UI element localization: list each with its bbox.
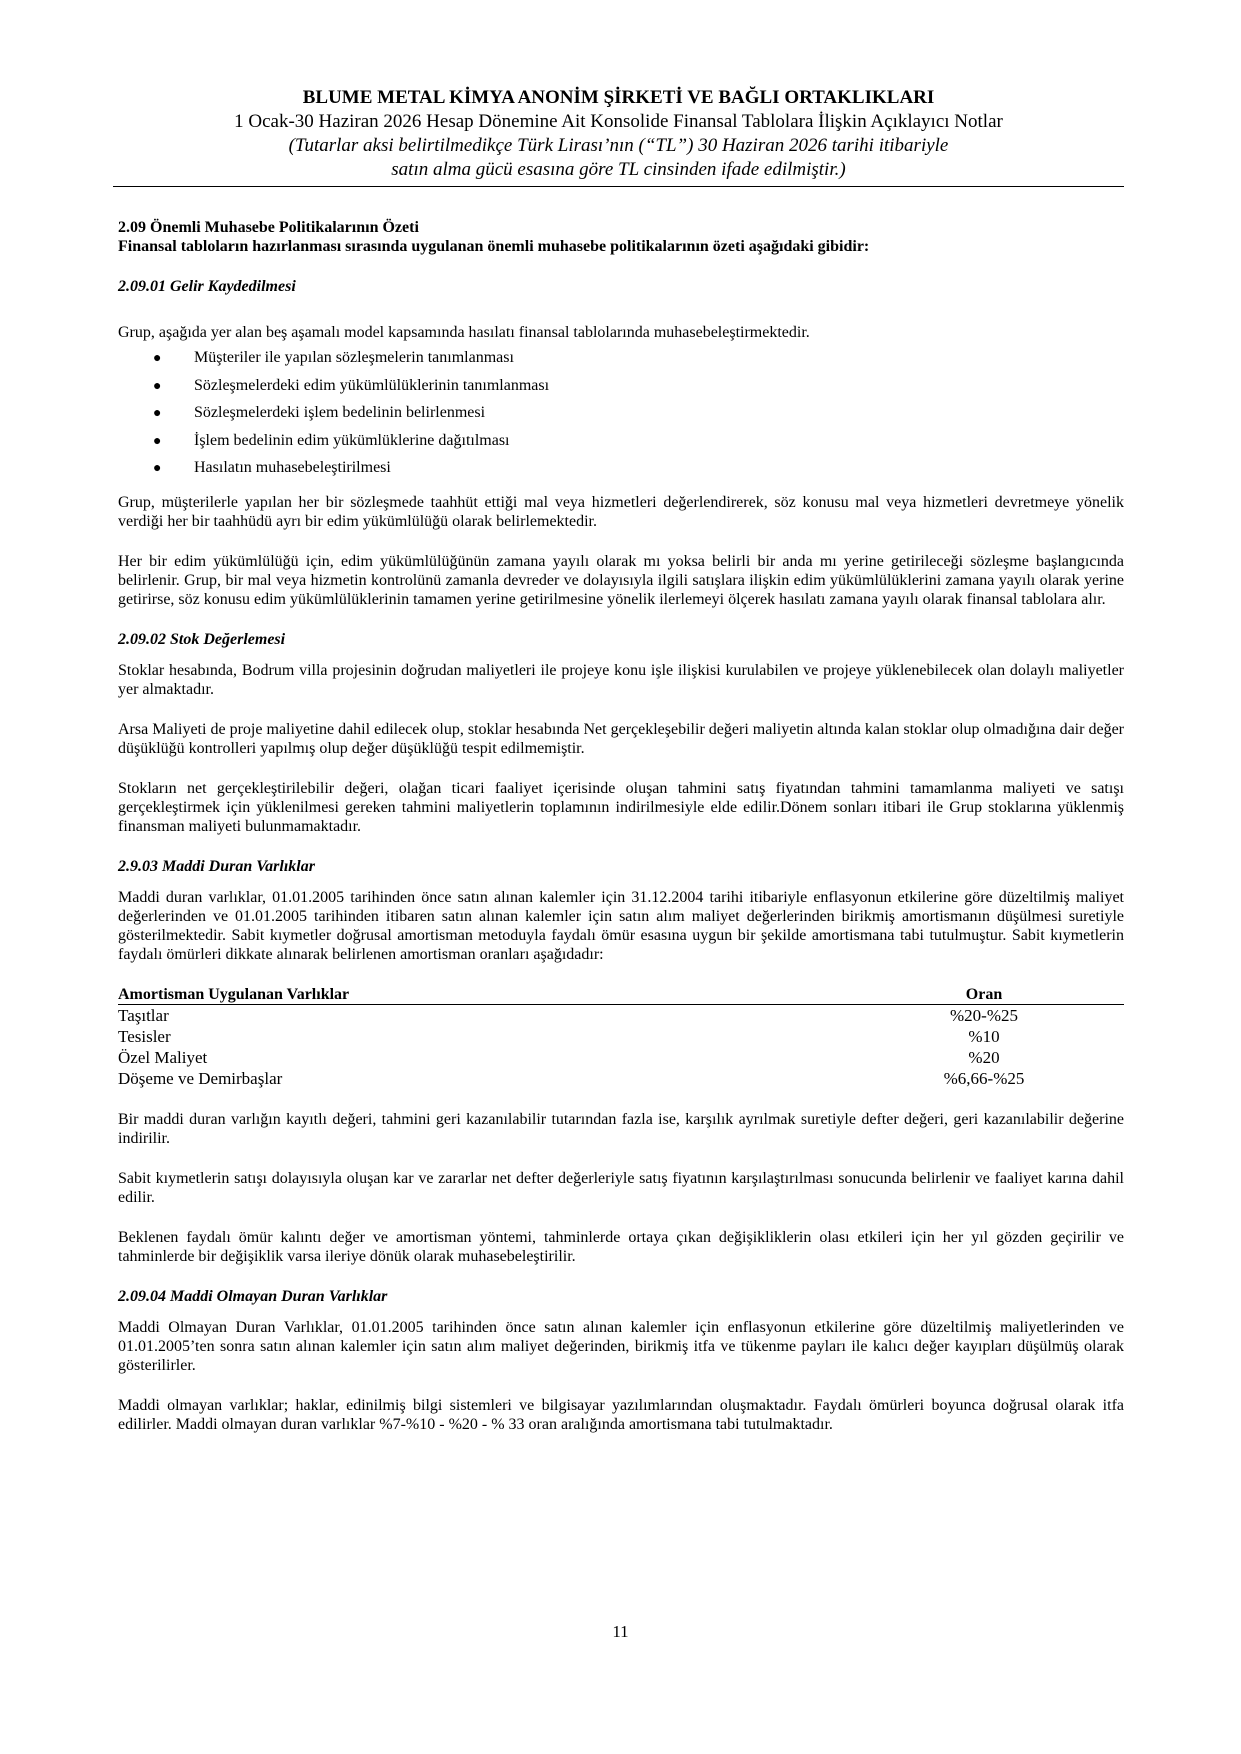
asset-cell: Taşıtlar [118, 1005, 169, 1025]
intangible-assets-paragraph-2: Maddi olmayan varlıklar; haklar, edinilmiş bilgi sistemleri ve bilgisayar yazılımlarından oluşmaktadır. Faydalı ömürleri boyunca doğrusal olarak itfa edilirler. Maddi olmayan duran varlıklar %7-%10 - %20 - % 33 oran aralığında amortismana tabi tutulmaktadır. [118, 1396, 1124, 1433]
table-row [118, 1047, 1124, 1068]
rate-cell: %20-%25 [950, 1005, 1018, 1025]
column-header-assets: Amortisman Uygulanan Varlıklar [118, 985, 844, 1005]
tangible-assets-paragraph-3: Sabit kıymetlerin satışı dolayısıyla oluşan kar ve zararlar net defter değerleriyle satış fiyatının karşılaştırılması sonucunda belirlenir ve faaliyet karına dahil edilir. [118, 1169, 1124, 1206]
table-row [118, 1004, 1124, 1026]
rate-cell: %10 [968, 1026, 1000, 1046]
revenue-steps-list [118, 348, 1124, 486]
list-item: ● Hasılatın muhasebeleştirilmesi [153, 459, 391, 476]
revenue-heading: 2.09.01 Gelir Kaydedilmesi [118, 278, 296, 295]
revenue-paragraph-2: Her bir edim yükümlülüğü için, edim yükümlülüğünün zamana yayılı olarak mı yoksa belirli bir anda mı yerine getirileceği sözleşme başlangıcında belirlenir. Grup, bir mal veya hizmetin kontrolünü zamanla devreder ve dolayısıyla ilgili satışlara ilişkin edim yükümlülüklerini zamana yayılı olarak yerine getirirse, söz konusu edim yükümlülüklerinin tamamen yerine getirilmesine yönelik ilerlemeyi ölçerek hasılatı zamana yayılı olarak finansal tablolara alır. [118, 552, 1124, 608]
currency-note-line-1: (Tutarlar aksi belirtilmedikçe Türk Lirası’nın (“TL”) 30 Haziran 2026 tarihi itibariyle [288, 135, 949, 156]
list-item: ● İşlem bedelinin edim yükümlüklerine dağıtılması [153, 431, 510, 449]
page-header [113, 86, 1124, 182]
bullet-icon: ● [153, 378, 162, 394]
list-item: ● Müşteriler ile yapılan sözleşmelerin tanımlanması [153, 349, 514, 366]
company-name: BLUME METAL KİMYA ANONİM ŞİRKETİ VE BAĞLI ORTAKLIKLARI [302, 87, 935, 108]
revenue-paragraph-1: Grup, müşterilerle yapılan her bir sözleşmede taahhüt ettiği mal veya hizmetleri değerlendirerek, söz konusu mal veya hizmetleri devretmeye yönelik verdiği her bir taahhüdü ayrı bir edim yükümlülüğü olarak belirlemektedir. [118, 493, 1124, 530]
tangible-assets-paragraph-2: Bir maddi duran varlığın kayıtlı değeri, tahmini geri kazanılabilir tutarından fazla ise, karşılık ayrılmak suretiyle defter değeri, geri kazanılabilir değerine indirilir. [118, 1110, 1124, 1147]
inventory-paragraph-3: Stokların net gerçekleştirilebilir değeri, olağan ticari faaliyet içerisinde oluşan tahmini satış fiyatından tahmini tamamlanma maliyeti ve satışı gerçekleştirmek için yüklenilmesi gereken tahmini maliyetlerin toplamının indirilmesiyle elde edilir.Dönem sonları itibari ile Grup stoklarına yüklenmiş finansman maliyeti bulunmamaktadır. [118, 779, 1124, 835]
tangible-assets-heading: 2.9.03 Maddi Duran Varlıklar [118, 857, 315, 875]
depreciation-rates-table [118, 985, 1124, 1089]
intangible-assets-paragraph-1: Maddi Olmayan Duran Varlıklar, 01.01.2005 tarihinden önce satın alınan kalemler için enflasyonun etkilerine göre düzeltilmiş maliyetlerinden ve 01.01.2005’ten sonra satın alınan kalemler için satın alım maliyet değerinden, birikmiş itfa ve tükenme payları ile kalıcı değer kayıpları düşülmüş olarak gösterilirler. [118, 1318, 1124, 1374]
tangible-assets-paragraph-4: Beklenen faydalı ömür kalıntı değer ve amortisman yöntemi, tahminlerde ortaya çıkan değişikliklerin olası etkileri için her yıl gözden geçirilir ve tahminlerde bir değişiklik varsa ileriye dönük olarak muhasebeleştirilir. [118, 1228, 1124, 1265]
rate-cell: %20 [968, 1047, 1000, 1067]
header-divider [113, 186, 1124, 187]
table-row [118, 1068, 1124, 1089]
table-row [118, 1026, 1124, 1047]
asset-cell: Özel Maliyet [118, 1047, 208, 1067]
bullet-icon: ● [153, 433, 162, 449]
intangible-assets-heading: 2.09.04 Maddi Olmayan Duran Varlıklar [118, 1287, 388, 1305]
rate-cell: %6,66-%25 [943, 1068, 1025, 1088]
currency-note-line-2: satın alma gücü esasına göre TL cinsinden ifade edilmiştir.) [391, 159, 846, 180]
asset-cell: Döşeme ve Demirbaşlar [118, 1068, 283, 1088]
revenue-lead: Grup, aşağıda yer alan beş aşamalı model kapsamında hasılatı finansal tablolarında muhasebeleştirmektedir. [118, 324, 810, 341]
list-item: ● Sözleşmelerdeki işlem bedelinin belirlenmesi [153, 404, 486, 421]
bullet-icon: ● [153, 406, 162, 421]
table-header-row [118, 985, 1124, 1005]
inventory-paragraph-2: Arsa Maliyeti de proje maliyetine dahil edilecek olup, stoklar hesabında Net gerçekleşebilir değeri maliyetin altında kalan stoklar olup olmadığına dair değer düşüklüğü kontrolleri yapılmış olup değer düşüklüğü tespit edilmemiştir. [118, 720, 1124, 757]
section-intro: Finansal tabloların hazırlanması sırasında uygulanan önemli muhasebe politikalarının özeti aşağıdaki gibidir: [118, 238, 870, 255]
inventory-heading: 2.09.02 Stok Değerlemesi [118, 630, 286, 648]
section-title: 2.09 Önemli Muhasebe Politikalarının Özeti [118, 219, 419, 236]
page-number: 11 [612, 1622, 629, 1641]
bullet-icon: ● [153, 351, 162, 366]
tangible-assets-paragraph-1: Maddi duran varlıklar, 01.01.2005 tarihinden önce satın alınan kalemler için 31.12.2004 tarihi itibariyle enflasyonun etkilerine göre düzeltilmiş maliyet değerlerinden ve 01.01.2005 tarihinden itibaren satın alınan kalemler için satın alım maliyet değerlerinden birikmiş amortismanın düşülmesi suretiyle gösterilmektedir. Sabit kıymetler doğrusal amortisman metoduyla faydalı ömür esasına uygun bir şekilde amortismana tabi tutulmuştur. Sabit kıymetlerin faydalı ömürleri dikkate alınarak belirlenen amortisman oranları aşağıdadır: [118, 888, 1124, 963]
list-item: ● Sözleşmelerdeki edim yükümlülüklerinin tanımlanması [153, 376, 550, 394]
column-header-rate: Oran [844, 985, 1124, 1005]
page-body [118, 218, 1124, 1434]
report-subtitle: 1 Ocak-30 Haziran 2026 Hesap Dönemine Ait Konsolide Finansal Tablolara İlişkin Açıklayıcı Notlar [234, 111, 1003, 132]
inventory-paragraph-1: Stoklar hesabında, Bodrum villa projesinin doğrudan maliyetleri ile projeye konu işle ilişkisi kurulabilen ve projeye yüklenebilecek olan dolaylı maliyetler yer almaktadır. [118, 661, 1124, 698]
bullet-icon: ● [153, 461, 162, 476]
asset-cell: Tesisler [118, 1026, 171, 1046]
